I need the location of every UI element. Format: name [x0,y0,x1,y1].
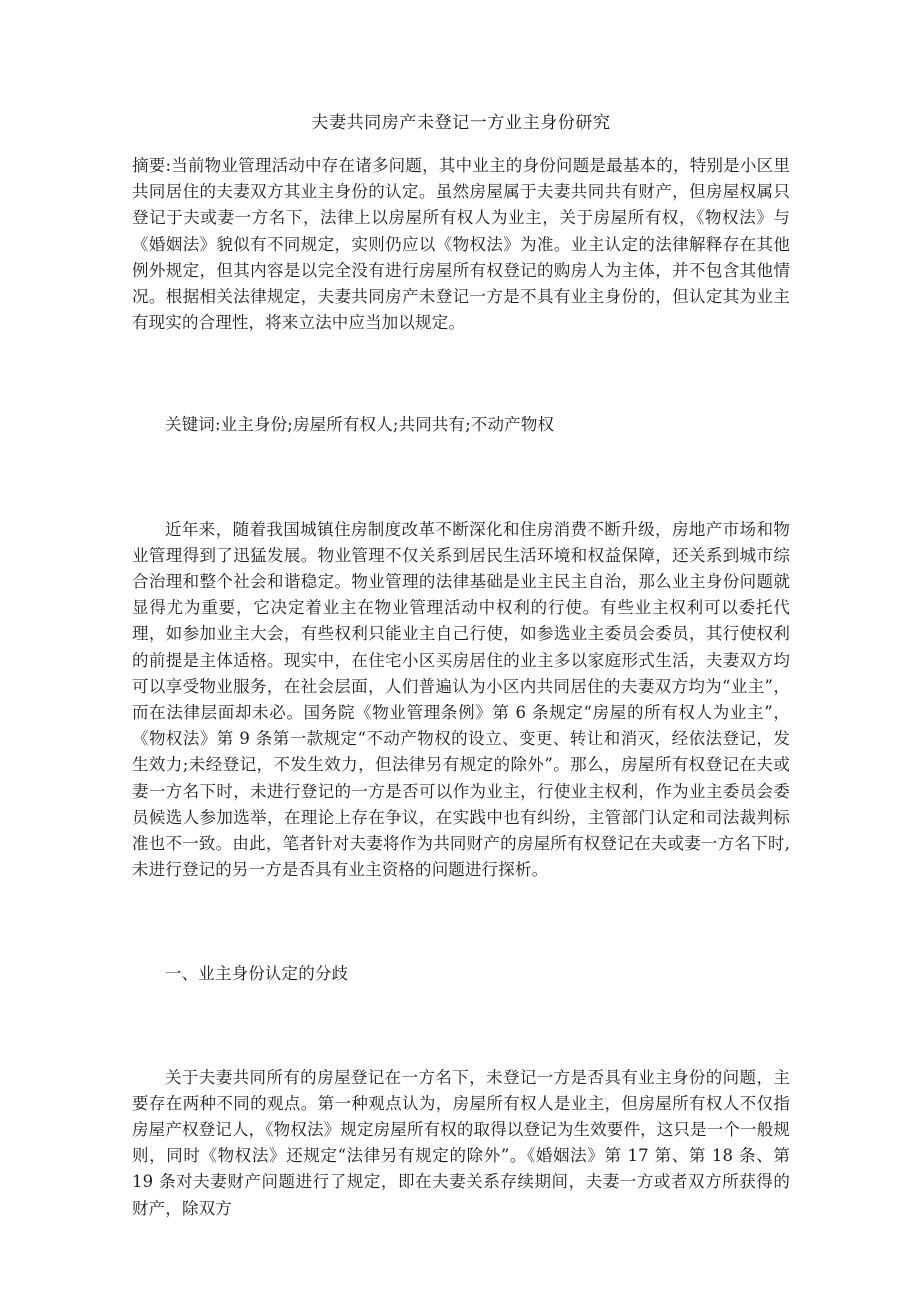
abstract-paragraph: 摘要:当前物业管理活动中存在诸多问题，其中业主的身份问题是最基本的，特别是小区里共同居住的夫妻双方其业主身份的认定。虽然房屋属于夫妻共同共有财产，但房屋权属只登记于夫或妻一方名下，法律上以房屋所有权人为业主，关于房屋所有权，《物权法》与《婚姻法》貌似有不同规定，实则仍应以《物权法》为准。业主认定的法律解释存在其他例外规定，但其内容是以完全没有进行房屋所有权登记的购房人为主体，并不包含其他情况。根据相关法律规定，夫妻共同房产未登记一方是不具有业主身份的，但认定其为业主有现实的合理性，将来立法中应当加以规定。 [132,156,790,333]
section-heading-1: 一、业主身份认定的分歧 [165,964,349,984]
body-paragraph-intro: 近年来，随着我国城镇住房制度改革不断深化和住房消费不断升级，房地产市场和物业管理得到了迅猛发展。物业管理不仅关系到居民生活环境和权益保障，还关系到城市综合治理和整个社会和谐稳定。物业管理的法律基础是业主民主自治，那么业主身份问题就显得尤为重要，它决定着业主在物业管理活动中权利的行使。有些业主权利可以委托代理，如参加业主大会，有些权利只能业主自己行使，如参选业主委员会委员，其行使权利的前提是主体适格。现实中，在住宅小区买房居住的业主多以家庭形式生活，夫妻双方均可以享受物业服务，在社会层面，人们普遍认为小区内共同居住的夫妻双方均为“业主”，而在法律层面却未必。国务院《物业管理条例》第 6 条规定“房屋的所有权人为业主”，《物权法》第 9 条第一款规定“不动产物权的设立、变更、转让和消灭，经依法登记，发生效力;未经登记，不发生效力，但法律另有规定的除外”。那么，房屋所有权登记在夫或妻一方名下时，未进行登记的一方是否可以作为业主，行使业主权利，作为业主委员会委员候选人参加选举，在理论上存在争议，在实践中也有纠纷，主管部门认定和司法裁判标准也不一致。由此，笔者针对夫妻将作为共同财产的房屋所有权登记在夫或妻一方名下时,未进行登记的另一方是否具有业主资格的问题进行探析。 [132,519,790,880]
body-paragraph-section-1: 关于夫妻共同所有的房屋登记在一方名下，未登记一方是否具有业主身份的问题，主要存在两种不同的观点。第一种观点认为，房屋所有权人是业主，但房屋所有权人不仅指房屋产权登记人，《物权法》规定房屋所有权的取得以登记为生效要件，这只是一个一般规则，同时《物权法》还规定“法律另有规定的除外”。《婚姻法》第 17 第、第 18 条、第 19 条对夫妻财产问题进行了规定，即在夫妻关系存续期间，夫妻一方或者双方所获得的财产，除双方 [132,1067,790,1218]
page-title: 夫妻共同房产未登记一方业主身份研究 [311,113,611,133]
keywords-line: 关键词:业主身份;房屋所有权人;共同共有;不动产物权 [165,415,555,435]
document-content [132,0,790,1222]
